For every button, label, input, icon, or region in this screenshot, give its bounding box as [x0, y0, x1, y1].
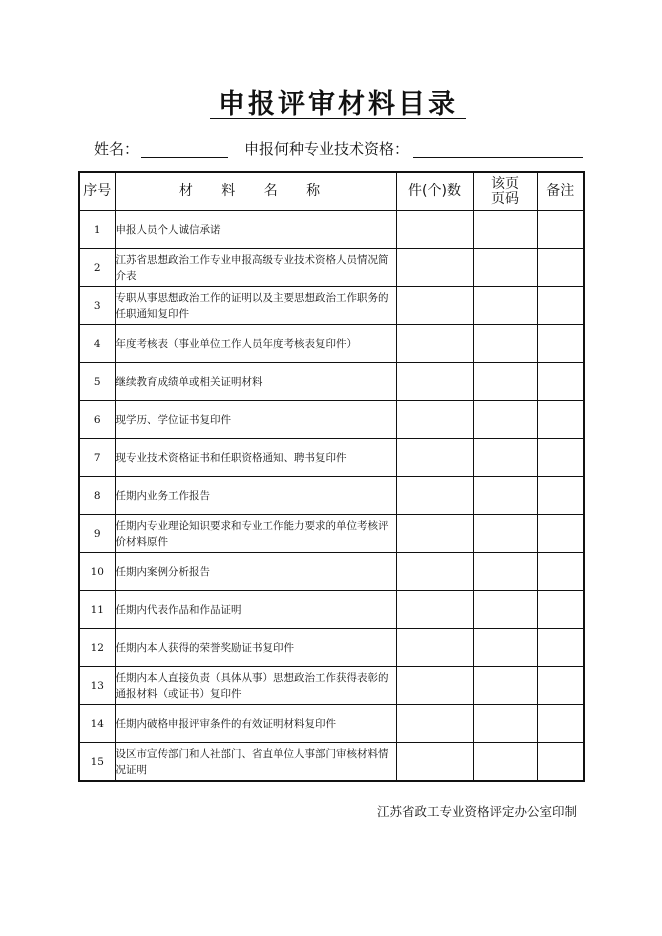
row-remark-cell[interactable]: [537, 591, 584, 629]
row-page-cell[interactable]: [473, 363, 537, 401]
table-header-row: [79, 172, 584, 211]
name-field[interactable]: [141, 157, 228, 158]
row-count-cell[interactable]: [396, 287, 473, 325]
row-remark-cell[interactable]: [537, 211, 584, 249]
row-page-cell[interactable]: [473, 591, 537, 629]
row-material-name: 设区市宣传部门和人社部门、省直单位人事部门审核材料情况证明: [115, 743, 396, 782]
row-material-name: 现专业技术资格证书和任职资格通知、聘书复印件: [115, 439, 396, 477]
name-label: 姓名：: [94, 140, 140, 158]
materials-table: [78, 171, 585, 782]
row-number: 13: [79, 667, 115, 705]
row-count-cell[interactable]: [396, 743, 473, 782]
row-remark-cell[interactable]: [537, 515, 584, 553]
row-material-name: 任期内本人获得的荣誉奖励证书复印件: [115, 629, 396, 667]
row-material-name: 任期内代表作品和作品证明: [115, 591, 396, 629]
table-row: [79, 211, 584, 249]
row-remark-cell[interactable]: [537, 439, 584, 477]
row-material-name: 年度考核表（事业单位工作人员年度考核表复印件）: [115, 325, 396, 363]
page-title: 申报评审材料目录: [218, 88, 458, 120]
row-page-cell[interactable]: [473, 629, 537, 667]
row-number: 5: [79, 363, 115, 401]
row-remark-cell[interactable]: [537, 363, 584, 401]
header-material-name: [115, 172, 396, 211]
header-page: [473, 172, 537, 211]
row-remark-cell[interactable]: [537, 553, 584, 591]
qualification-field[interactable]: [413, 157, 583, 158]
row-material-name: 任期内业务工作报告: [115, 477, 396, 515]
row-number: 14: [79, 705, 115, 743]
row-remark-cell[interactable]: [537, 667, 584, 705]
header-remark: 备注: [537, 172, 584, 211]
row-material-name: 继续教育成绩单或相关证明材料: [115, 363, 396, 401]
row-page-cell[interactable]: [473, 743, 537, 782]
row-remark-cell[interactable]: [537, 477, 584, 515]
row-count-cell[interactable]: [396, 325, 473, 363]
table-row: [79, 629, 584, 667]
row-material-name: 任期内专业理论知识要求和专业工作能力要求的单位考核评价材料原件: [115, 515, 396, 553]
row-remark-cell[interactable]: [537, 705, 584, 743]
row-material-name: 任期内本人直接负责（具体从事）思想政治工作获得表彰的通报材料（或证书）复印件: [115, 667, 396, 705]
row-material-name: 任期内破格申报评审条件的有效证明材料复印件: [115, 705, 396, 743]
row-count-cell[interactable]: [396, 249, 473, 287]
row-number: 8: [79, 477, 115, 515]
table-row: [79, 363, 584, 401]
row-count-cell[interactable]: [396, 477, 473, 515]
table-row: [79, 325, 584, 363]
row-count-cell[interactable]: [396, 211, 473, 249]
row-number: 15: [79, 743, 115, 782]
table-row: [79, 667, 584, 705]
table-row: [79, 249, 584, 287]
row-material-name: 江苏省思想政治工作专业申报高级专业技术资格人员情况简介表: [115, 249, 396, 287]
table-row: [79, 401, 584, 439]
row-count-cell[interactable]: [396, 363, 473, 401]
row-remark-cell[interactable]: [537, 743, 584, 782]
row-number: 10: [79, 553, 115, 591]
footer-issuer: 江苏省政工专业资格评定办公室印制: [376, 804, 577, 819]
row-page-cell[interactable]: [473, 705, 537, 743]
row-count-cell[interactable]: [396, 553, 473, 591]
header-material-name-text: 材 料 名 称: [178, 183, 333, 199]
table-row: [79, 477, 584, 515]
row-material-name: 申报人员个人诚信承诺: [115, 211, 396, 249]
row-count-cell[interactable]: [396, 667, 473, 705]
row-page-cell[interactable]: [473, 515, 537, 553]
row-count-cell[interactable]: [396, 591, 473, 629]
row-material-name: 任期内案例分析报告: [115, 553, 396, 591]
table-row: [79, 705, 584, 743]
table-row: [79, 743, 584, 782]
row-page-cell[interactable]: [473, 287, 537, 325]
row-count-cell[interactable]: [396, 439, 473, 477]
row-page-cell[interactable]: [473, 667, 537, 705]
table-row: [79, 515, 584, 553]
row-number: 1: [79, 211, 115, 249]
row-material-name: 现学历、学位证书复印件: [115, 401, 396, 439]
row-page-cell[interactable]: [473, 211, 537, 249]
header-no: 序号: [79, 172, 115, 211]
row-remark-cell[interactable]: [537, 249, 584, 287]
row-remark-cell[interactable]: [537, 629, 584, 667]
table-row: [79, 439, 584, 477]
row-remark-cell[interactable]: [537, 401, 584, 439]
row-number: 2: [79, 249, 115, 287]
row-number: 11: [79, 591, 115, 629]
applicant-info-row: [0, 138, 662, 160]
table-row: [79, 591, 584, 629]
row-count-cell[interactable]: [396, 629, 473, 667]
row-number: 9: [79, 515, 115, 553]
title-underline: [210, 84, 466, 119]
qualification-label: 申报何种专业技术资格：: [244, 140, 410, 158]
row-page-cell[interactable]: [473, 553, 537, 591]
row-page-cell[interactable]: [473, 477, 537, 515]
row-number: 7: [79, 439, 115, 477]
header-count: 件(个)数: [396, 172, 473, 211]
header-page-line2: 页码: [491, 190, 519, 207]
row-number: 3: [79, 287, 115, 325]
row-count-cell[interactable]: [396, 705, 473, 743]
header-page-line1: 该页: [491, 175, 519, 192]
row-number: 12: [79, 629, 115, 667]
table-row: [79, 287, 584, 325]
row-remark-cell[interactable]: [537, 325, 584, 363]
row-page-cell[interactable]: [473, 249, 537, 287]
row-page-cell[interactable]: [473, 325, 537, 363]
row-remark-cell[interactable]: [537, 287, 584, 325]
row-page-cell[interactable]: [473, 439, 537, 477]
row-material-name: 专职从事思想政治工作的证明以及主要思想政治工作职务的任职通知复印件: [115, 287, 396, 325]
row-number: 4: [79, 325, 115, 363]
row-number: 6: [79, 401, 115, 439]
row-count-cell[interactable]: [396, 515, 473, 553]
table-row: [79, 553, 584, 591]
row-page-cell[interactable]: [473, 401, 537, 439]
row-count-cell[interactable]: [396, 401, 473, 439]
